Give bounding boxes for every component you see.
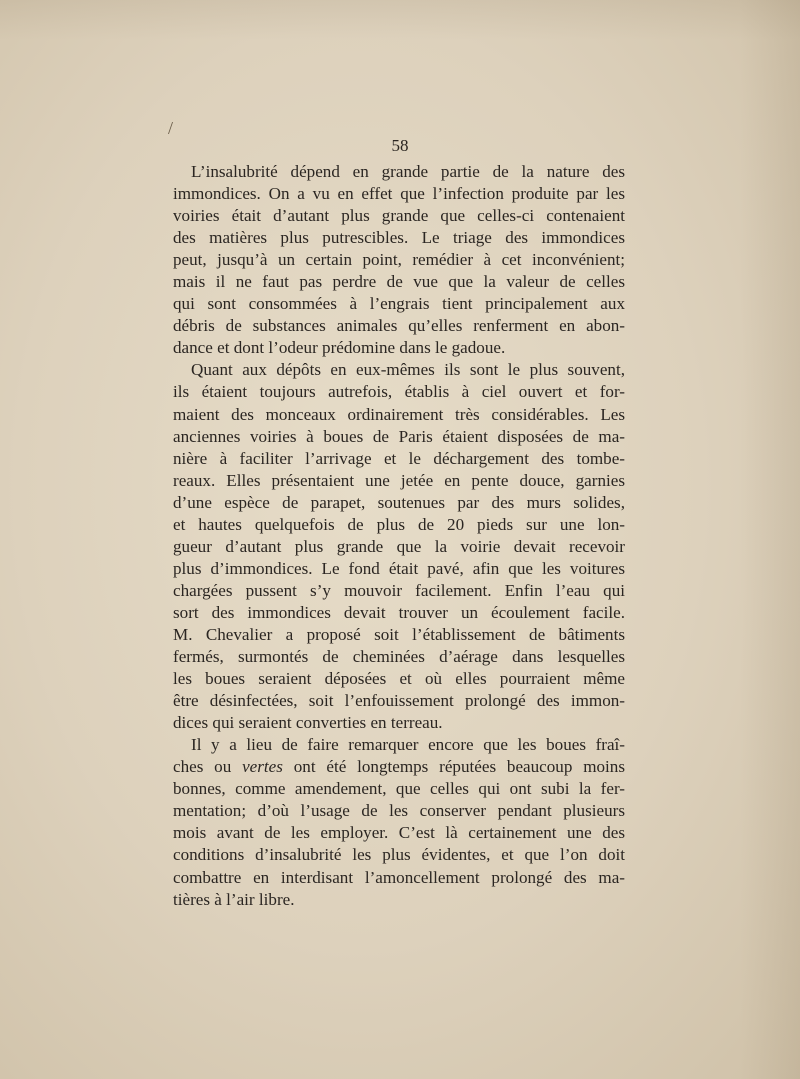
text-line: combattre en interdisant l’amoncellement prolongé des ma- xyxy=(173,867,625,887)
text-line: des matières plus putrescibles. Le triage des immondices xyxy=(173,228,625,248)
text-line: gueur d’autant plus grande que la voirie devait recevoir xyxy=(173,536,625,556)
text-line: débris de substances animales qu’elles renferment en abon- xyxy=(173,316,625,336)
text-line: reaux. Elles présentaient une jetée en pente douce, garnies xyxy=(173,470,625,490)
text-line: nière à faciliter l’arrivage et le déchargement des tombe- xyxy=(173,448,625,468)
text-line: bonnes, comme amendement, que celles qui ont subi la fer- xyxy=(173,779,625,799)
text-fragment: ont été longtemps réputées beaucoup moins xyxy=(293,757,625,777)
text-line: qui sont consommées à l’engrais tient principalement aux xyxy=(173,294,625,314)
text-line: tières à l’air libre. xyxy=(173,889,295,909)
text-line: voiries était d’autant plus grande que celles-ci contenaient xyxy=(173,206,625,226)
page-edge-shadow xyxy=(740,0,800,1079)
text-line: dance et dont l’odeur prédomine dans le gadoue. xyxy=(173,338,506,358)
text-line: plus d’immondices. Le fond était pavé, afin que les voitures xyxy=(173,558,625,578)
text-line: conditions d’insalubrité les plus évidentes, et que l’on doit xyxy=(173,845,625,865)
text-line: peut, jusqu’à un certain point, remédier à cet inconvénient; xyxy=(173,250,625,270)
text-line: les boues seraient déposées et où elles pourraient même xyxy=(173,669,625,689)
text-fragment: ches ou xyxy=(173,757,232,777)
text-line: Il y a lieu de faire remarquer encore que les boues fraî- xyxy=(191,735,625,755)
page-number xyxy=(0,136,800,156)
text-line: fermés, surmontés de cheminées d’aérage dans lesquelles xyxy=(173,647,625,667)
text-line: mais il ne faut pas perdre de vue que la valeur de celles xyxy=(173,272,625,292)
text-line: sort des immondices devait trouver un écoulement facile. xyxy=(173,602,625,622)
text-line: et hautes quelquefois de plus de 20 pieds sur une lon- xyxy=(173,514,625,534)
page-number-text: 58 xyxy=(391,136,409,155)
text-line: M. Chevalier a proposé soit l’établissement de bâtiments xyxy=(173,624,625,644)
pencil-mark: / xyxy=(168,118,174,138)
text-line: chargées pussent s’y mouvoir facilement. Enfin l’eau qui xyxy=(173,580,625,600)
italic-word: vertes xyxy=(242,757,283,777)
text-line: immondices. On a vu en effet que l’infection produite par les xyxy=(173,184,625,204)
text-line: mentation; d’où l’usage de les conserver pendant plusieurs xyxy=(173,801,625,821)
text-line: Quant aux dépôts en eux-mêmes ils sont le plus souvent, xyxy=(191,360,625,380)
page-top-shadow xyxy=(0,0,800,40)
text-line: mois avant de les employer. C’est là certainement une des xyxy=(173,823,625,843)
text-line: anciennes voiries à boues de Paris étaient disposées de ma- xyxy=(173,426,625,446)
text-line: d’une espèce de parapet, soutenues par des murs solides, xyxy=(173,492,625,512)
text-line: maient des monceaux ordinairement très considérables. Les xyxy=(173,404,625,424)
text-line: L’insalubrité dépend en grande partie de la nature des xyxy=(191,162,625,181)
text-line-with-italic xyxy=(173,756,625,778)
text-line: être désinfectées, soit l’enfouissement prolongé des immon- xyxy=(173,691,625,711)
text-line: dices qui seraient converties en terreau. xyxy=(173,713,443,733)
text-line: ils étaient toujours autrefois, établis à ciel ouvert et for- xyxy=(173,382,625,402)
body-text xyxy=(173,161,625,911)
